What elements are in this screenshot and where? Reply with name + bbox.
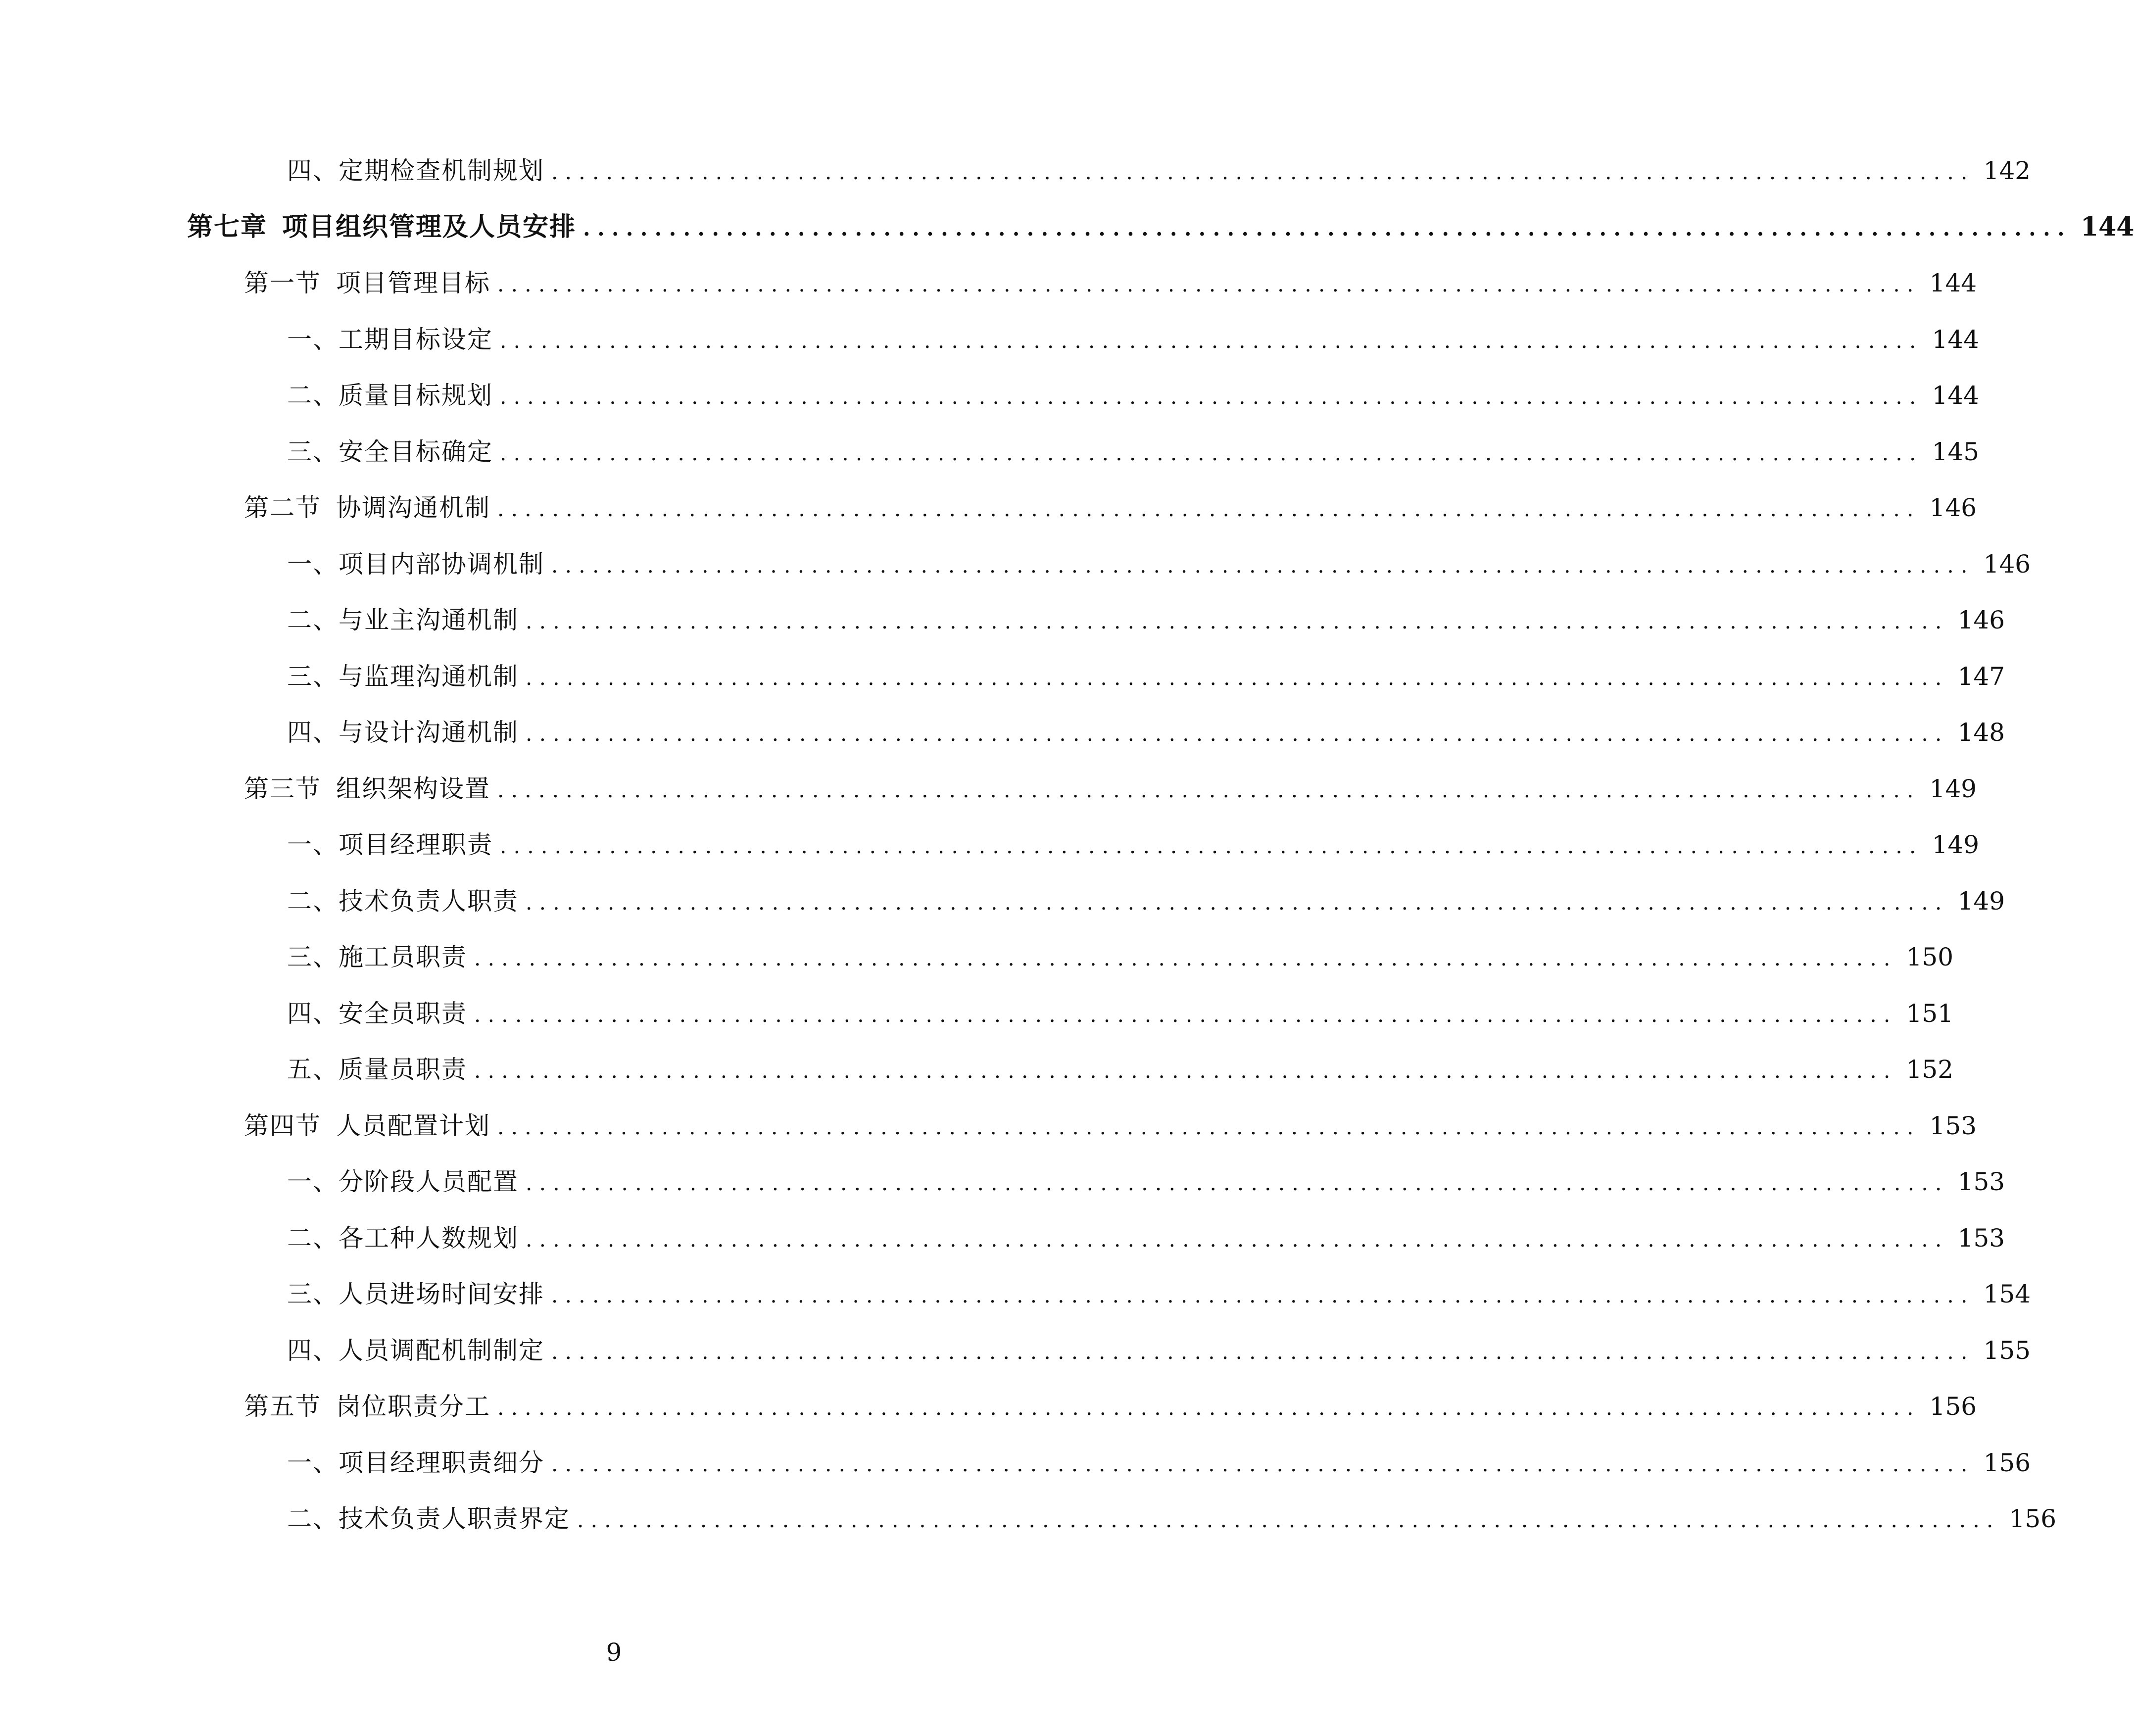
toc-entry[interactable] <box>0 986 1954 1043</box>
toc-entry-prefix: 一、 <box>287 1167 339 1197</box>
dot-leader: ........................................................................................................ <box>551 1339 1975 1364</box>
toc-entry-prefix: 第四节 <box>244 1111 321 1140</box>
toc-entry-prefix: 第五节 <box>244 1392 321 1421</box>
toc-entry-title: 各工种人数规划 <box>339 1223 519 1253</box>
dot-leader: ........................................................................................................ <box>500 328 1923 353</box>
toc-entry-prefix: 一、 <box>287 325 339 354</box>
toc-entry[interactable] <box>0 593 2005 649</box>
toc-entry-page-number: 146 <box>1957 606 2005 635</box>
toc-entry-page-number: 151 <box>1906 999 1954 1028</box>
toc-entry-title: 工期目标设定 <box>339 325 493 354</box>
toc-entry-page-number: 156 <box>2009 1504 2057 1534</box>
dot-leader: ........................................................................................................ <box>551 1283 1975 1308</box>
toc-entry-page-number: 149 <box>1929 774 1977 803</box>
dot-leader: ........................................................................................................ <box>551 553 1975 578</box>
toc-entry-section[interactable] <box>0 1379 1977 1436</box>
toc-entry-page-number: 153 <box>1957 1223 2005 1253</box>
toc-entry[interactable] <box>0 1211 2005 1267</box>
toc-entry-title: 项目经理职责细分 <box>339 1448 544 1477</box>
toc-entry-page-number: 144 <box>1932 325 1980 354</box>
toc-entry-chapter[interactable] <box>0 200 2134 256</box>
toc-entry[interactable] <box>0 1323 2031 1380</box>
toc-entry-page-number: 155 <box>1983 1336 2031 1365</box>
toc-entry-section[interactable] <box>0 256 1977 312</box>
toc-entry-prefix: 三、 <box>287 943 339 972</box>
toc-entry-section[interactable] <box>0 1099 1977 1155</box>
toc-entry-prefix: 三、 <box>287 662 339 691</box>
toc-entry-prefix: 二、 <box>287 886 339 916</box>
dot-leader: ........................................................................................................ <box>474 1059 1897 1083</box>
toc-entry[interactable] <box>0 818 1980 874</box>
toc-entry-page-number: 144 <box>2080 211 2134 242</box>
toc-entry-title: 技术负责人职责界定 <box>339 1504 570 1534</box>
toc-entry-page-number: 154 <box>1983 1280 2031 1309</box>
dot-leader: ........................................................................................................ <box>497 1396 1921 1420</box>
page-number: 9 <box>606 1638 622 1667</box>
dot-leader: ........................................................................................................ <box>500 440 1923 465</box>
toc-entry-page-number: 146 <box>1929 493 1977 523</box>
dot-leader: ........................................................................................................ <box>474 1002 1897 1027</box>
toc-entry-prefix: 第七章 <box>187 211 268 242</box>
toc-entry-title: 质量员职责 <box>339 1055 467 1084</box>
toc-entry-title: 人员调配机制制定 <box>339 1336 544 1365</box>
toc-entry-page-number: 142 <box>1983 156 2031 186</box>
toc-entry[interactable] <box>0 1267 2031 1323</box>
toc-entry-prefix: 一、 <box>287 830 339 860</box>
toc-entry[interactable] <box>0 537 2031 593</box>
toc-entry-page-number: 153 <box>1957 1167 2005 1197</box>
toc-entry-prefix: 四、 <box>287 999 339 1028</box>
dot-leader: ........................................................................................................ <box>497 1114 1921 1139</box>
table-of-contents <box>0 144 2134 1548</box>
toc-entry-page-number: 147 <box>1957 662 2005 691</box>
toc-entry-prefix: 第一节 <box>244 269 321 298</box>
toc-entry-page-number: 156 <box>1983 1448 2031 1477</box>
toc-entry-prefix: 四、 <box>287 718 339 747</box>
toc-entry-page-number: 152 <box>1906 1055 1954 1084</box>
toc-entry-prefix: 三、 <box>287 437 339 466</box>
toc-entry-title: 项目管理目标 <box>336 269 490 298</box>
toc-entry-title: 人员配置计划 <box>336 1111 490 1140</box>
toc-entry-page-number: 153 <box>1929 1111 1977 1140</box>
toc-entry-title: 技术负责人职责 <box>339 886 519 916</box>
toc-entry-page-number: 156 <box>1929 1392 1977 1421</box>
toc-entry-prefix: 三、 <box>287 1280 339 1309</box>
toc-entry-prefix: 二、 <box>287 606 339 635</box>
toc-entry-title: 安全目标确定 <box>339 437 493 466</box>
toc-entry-prefix: 四、 <box>287 1336 339 1365</box>
toc-entry-title: 定期检查机制规划 <box>339 156 544 186</box>
toc-entry-page-number: 149 <box>1957 886 2005 916</box>
dot-leader: ........................................................................................................ <box>497 272 1921 297</box>
toc-entry-prefix: 四、 <box>287 156 339 186</box>
dot-leader: ........................................................................................................ <box>497 497 1921 522</box>
dot-leader: ........................................................................................................ <box>500 385 1923 409</box>
toc-entry-page-number: 144 <box>1932 381 1980 410</box>
toc-entry[interactable] <box>0 425 1980 481</box>
dot-leader: ........................................................................................................ <box>526 665 1949 690</box>
toc-entry-page-number: 145 <box>1932 437 1980 466</box>
toc-entry-page-number: 144 <box>1929 269 1977 298</box>
toc-entry-prefix: 二、 <box>287 1223 339 1253</box>
toc-entry-title: 项目经理职责 <box>339 830 493 860</box>
toc-entry-title: 组织架构设置 <box>336 774 490 803</box>
toc-entry-title: 与设计沟通机制 <box>339 718 519 747</box>
toc-entry[interactable] <box>0 930 1954 986</box>
toc-entry-prefix: 第二节 <box>244 493 321 523</box>
toc-entry-title: 分阶段人员配置 <box>339 1167 519 1197</box>
toc-entry-prefix: 二、 <box>287 381 339 410</box>
toc-entry[interactable] <box>0 368 1980 425</box>
toc-entry-prefix: 二、 <box>287 1504 339 1534</box>
toc-entry-title: 与业主沟通机制 <box>339 606 519 635</box>
dot-leader: ........................................................................................................ <box>583 216 2072 241</box>
toc-entry-title: 岗位职责分工 <box>336 1392 490 1421</box>
toc-entry[interactable] <box>0 1155 2005 1211</box>
dot-leader: ........................................................................................................ <box>526 722 1949 746</box>
toc-entry-title: 人员进场时间安排 <box>339 1280 544 1309</box>
toc-entry[interactable] <box>0 1436 2031 1492</box>
dot-leader: ........................................................................................................ <box>500 834 1923 859</box>
dot-leader: ........................................................................................................ <box>497 777 1921 802</box>
toc-entry-title: 安全员职责 <box>339 999 467 1028</box>
toc-entry[interactable] <box>0 874 2005 930</box>
dot-leader: ........................................................................................................ <box>526 609 1949 634</box>
toc-entry-prefix: 五、 <box>287 1055 339 1084</box>
toc-entry-title: 与监理沟通机制 <box>339 662 519 691</box>
toc-entry-prefix: 一、 <box>287 1448 339 1477</box>
toc-entry-title: 质量目标规划 <box>339 381 493 410</box>
dot-leader: ........................................................................................................ <box>474 946 1897 971</box>
dot-leader: ........................................................................................................ <box>551 1451 1975 1476</box>
toc-entry-page-number: 149 <box>1932 830 1980 860</box>
toc-entry[interactable] <box>0 705 2005 762</box>
toc-entry[interactable] <box>0 1042 1954 1099</box>
toc-entry[interactable] <box>0 144 2031 200</box>
dot-leader: ........................................................................................................ <box>526 1227 1949 1252</box>
dot-leader: ........................................................................................................ <box>526 890 1949 915</box>
dot-leader: ........................................................................................................ <box>526 1171 1949 1196</box>
toc-entry-title: 协调沟通机制 <box>336 493 490 523</box>
toc-entry-title: 施工员职责 <box>339 943 467 972</box>
toc-entry-prefix: 第三节 <box>244 774 321 803</box>
toc-entry-page-number: 150 <box>1906 943 1954 972</box>
dot-leader: ........................................................................................................ <box>551 160 1975 185</box>
toc-entry-page-number: 146 <box>1983 549 2031 579</box>
toc-entry[interactable] <box>0 1492 2057 1548</box>
toc-entry-title: 项目组织管理及人员安排 <box>282 211 577 242</box>
toc-entry-page-number: 148 <box>1957 718 2005 747</box>
toc-entry[interactable] <box>0 312 1980 369</box>
toc-entry-section[interactable] <box>0 762 1977 818</box>
toc-entry-title: 项目内部协调机制 <box>339 549 544 579</box>
toc-entry[interactable] <box>0 649 2005 706</box>
dot-leader: ........................................................................................................ <box>577 1508 2000 1533</box>
toc-entry-prefix: 一、 <box>287 549 339 579</box>
toc-entry-section[interactable] <box>0 481 1977 537</box>
